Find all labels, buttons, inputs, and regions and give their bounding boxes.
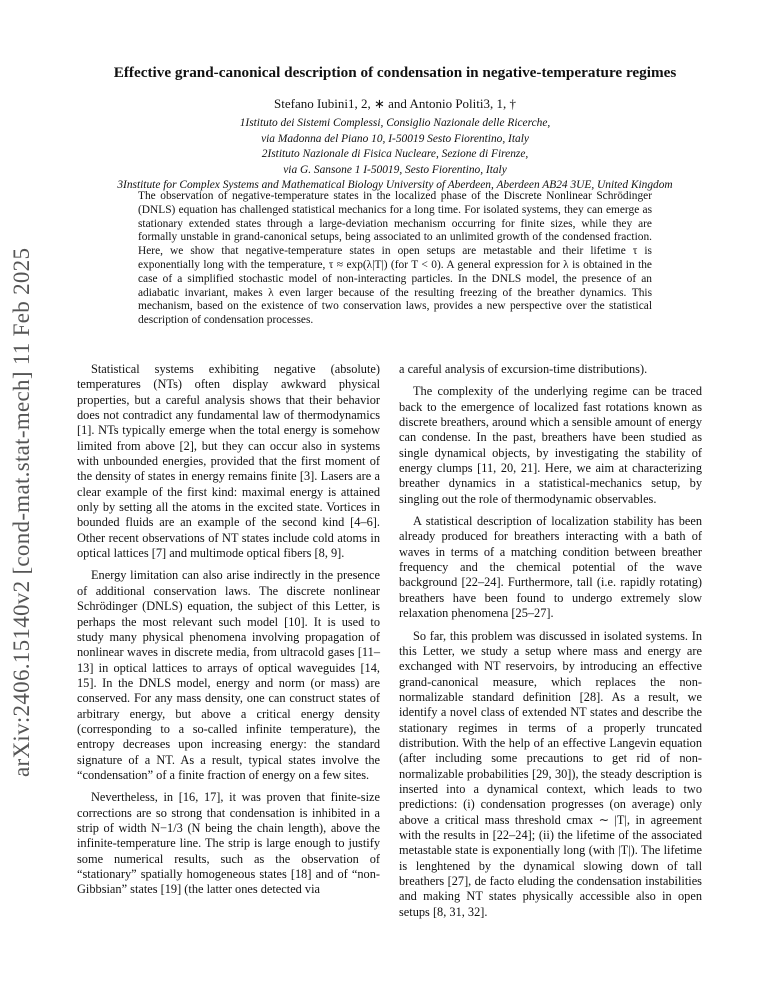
affiliations xyxy=(60,116,730,194)
paragraph: Statistical systems exhibiting negative (absolute) temperatures (NTs) often display awkward physical properties, but a careful analysis shows that their behavior does not contradict any fundamental law of thermodynamics [1]. NTs typically emerge when the total energy is somehow limited from above [2], but they can occur also in systems with unbounded energies, provided that the first moment of the density of states in energy remains finite [3]. Lasers are a clear example of the first kind: maximal energy is attained only by setting all the atoms in the excited state. Vortices in bounded fluids are an example of the second kind [4–6]. Other recent observations of NT states include cold atoms in optical lattices [7] and multimode optical fibers [8, 9]. xyxy=(77,362,380,561)
affiliation-line: via Madonna del Piano 10, I-50019 Sesto Fiorentino, Italy xyxy=(261,132,529,145)
paragraph: Energy limitation can also arise indirectly in the presence of additional conservation laws. The discrete nonlinear Schrödinger (DNLS) equation, the subject of this Letter, is perhaps the most relevant such model [10]. It is used to study many physical phenomena involving propagation of nonlinear waves in discrete media, from ultracold gases [11–13] in optical lattices to arrays of optical waveguides [14, 15]. In the DNLS model, energy and norm (or mass) are conserved. For any mass density, one can construct states of arbitrary energy, but above a critical energy density (corresponding to a so-called infinite temperature), the entropy decreases upon increasing energy: the standard signature of a NT. As a result, typical states involve the “condensation” of a finite fraction of energy on a few sites. xyxy=(77,568,380,782)
paragraph: A statistical description of localization stability has been already produced for breathers interacting with a bath of waves in terms of a matching condition between breather frequency and the chemical potential of the wave background [22–24]. Furthermore, tall (i.e. rapidly rotating) breathers have been found to undergo extremely slow relaxation phenomena [25–27]. xyxy=(399,514,702,621)
affiliation-line: via G. Sansone 1 I-50019, Sesto Fiorentino, Italy xyxy=(283,163,507,176)
affiliation-line: 1Istituto dei Sistemi Complessi, Consiglio Nazionale delle Ricerche, xyxy=(239,117,551,129)
paragraph: So far, this problem was discussed in isolated systems. In this Letter, we study a setup where mass and energy are exchanged with NT reservoirs, by introducing an effective grand-canonical measure, which replaces the non-normalizable standard definition [28]. As a result, we identify a novel class of extended NT states and describe the stationary regimes in terms of a properly truncated distribution. With the help of an effective Langevin equation (after including some precautions to get rid of non-normalizable probabilities [29, 30]), the steady description is inserted into a dynamical context, which leads to two predictions: (i) condensation progresses (on average) only above a critical mass threshold cmax ∼ |T|, in agreement with the results in [22–24]; (ii) the lifetime of the associated metastable state is exponentially long (with |T|). The lifetime is lenghtened by the dynamical slowing down of tall breathers [27], de facto eluding the condensation instabilities and making NT states physically accessible also in open setups [8, 31, 32]. xyxy=(399,628,702,919)
author-list: Stefano Iubini1, 2, ∗ and Antonio Politi3, 1, † xyxy=(274,96,516,111)
body-column-left xyxy=(77,362,380,905)
paper-title: Effective grand-canonical description of condensation in negative-temperature regimes xyxy=(113,64,677,81)
abstract: The observation of negative-temperature states in the localized phase of the Discrete Nonlinear Schrödinger (DNLS) equation has challenged statistical mechanics for a long time. For isolated systems, they can emerge as stationary extended states through a large-deviation mechanism occurring for finite sizes, while they are formally unstable in grand-canonical setups, being associated to an unlimited growth of the condensed fraction. Here, we show that negative-temperature states in open setups are metastable and their lifetime τ is exponentially long with the temperature, τ ≈ exp(λ|T|) (for T < 0). A general expression for λ is obtained in the case of a simplified stochastic model of non-interacting particles. In the DNLS model, the presence of an adiabatic invariant, makes λ even larger because of the resulting freezing of the breather dynamics. This mechanism, based on the existence of two conservation laws, provides a new perspective over the statistical description of condensation processes. xyxy=(138,190,652,327)
affiliation-line: 3Institute for Complex Systems and Mathematical Biology University of Aberdeen, Aberdeen AB24 3UE, United Kingdom xyxy=(117,179,673,192)
arxiv-identifier: arXiv:2406.15140v2 [cond-mat.stat-mech] 11 Feb 2025 xyxy=(9,247,34,777)
paragraph-continued: a careful analysis of excursion-time distributions). xyxy=(399,362,648,376)
paragraph: Nevertheless, in [16, 17], it was proven that finite-size corrections are so strong that condensation is inhibited in a strip of width N−1/3 (N being the chain length), above the infinite-temperature line. The strip is large enough to justify some numerical results, such as the observation of “stationary” spatially homogeneous states [18] and of “non-Gibbsian” states [19] (the latter ones detected via xyxy=(77,790,380,897)
paragraph: The complexity of the underlying regime can be traced back to the emergence of localized fast rotations known as discrete breathers, around which a sensible amount of energy can condense. In the past, breathers have been studied as single dynamical objects, by investigating the stability of energy clumps [11, 20, 21]. Here, we aim at characterizing breather dynamics in a statistical-mechanics setup, by singling out the role of thermodynamic observables. xyxy=(399,384,702,506)
affiliation-line: 2Istituto Nazionale di Fisica Nucleare, Sezione di Firenze, xyxy=(261,148,529,161)
body-column-right xyxy=(399,362,702,927)
